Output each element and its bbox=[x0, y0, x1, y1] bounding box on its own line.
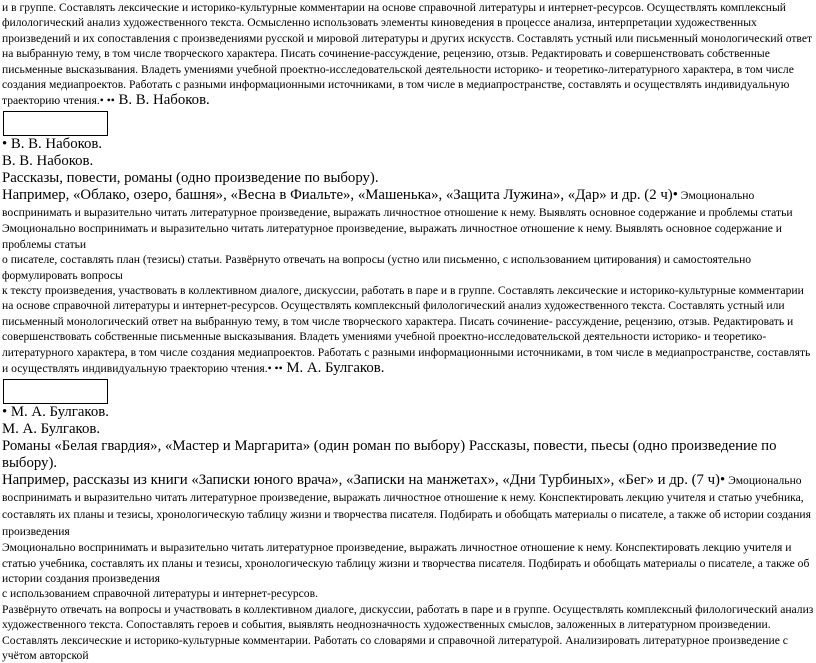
questions-text: к тексту произведения, участвовать в коллективном диалоге, дискуссии, работать в паре и в группе. Составлять лексические и историко-культурные комментарии на основе справочной литературы и интернет-ресурсов. Осуществлять комплексный филологический анализ художественного текста. Составлять устный или письменный монологический ответ на выбранную тему, в том числе творческого характера. Писать сочинение- рассуждение, рецензию, отзыв. Редактировать и совершенствовать собственные письменные высказывания. Владеть умениями учебной проектно-исследовательской деятельности историко- и теоретико-литературного характера, в том числе создания медиапроектов. Работать с разными информационными источниками, в том числе в медиапространстве, составлять и осуществлять индивидуальную траекторию чтения. bbox=[2, 284, 811, 376]
empty-box bbox=[3, 379, 108, 404]
paragraph-nabokov-activities bbox=[2, 0, 814, 109]
paragraph-perception: Эмоционально воспринимать и выразительно читать литературное произведение, выражать личностное отношение к нему. Выявлять основное содержание и проблемы статьи bbox=[2, 222, 782, 251]
nabokov-works-heading: Рассказы, повести, романы (одно произведение по выбору). bbox=[2, 170, 379, 187]
author-nabokov-inline: В. В. Набоков. bbox=[114, 92, 210, 109]
bulgakov-examples-text: Например, рассказы из книги «Записки юного врача», «Записки на манжетах», «Дни Турбиных», «Бег» и др. (7 ч) bbox=[2, 472, 720, 489]
bulgakov-works-heading: Романы «Белая гвардия», «Мастер и Маргарита» (один роман по выбору) Рассказы, повести, пьесы (одно произведение по выбору). bbox=[2, 438, 777, 472]
bullet-marks: • •• bbox=[99, 94, 115, 108]
paragraph-sources: с использованием справочной литературы и интернет-ресурсов. bbox=[2, 587, 318, 601]
paragraph-analysis: Развёрнуто отвечать на вопросы и участвовать в коллективном диалоге, дискуссии, работать в паре и в группе. Осуществлять комплексный филологический анализ художественного текста. Сопоставлять героев и события, выявлять неоднозначность художественных смыслов, заложенных в литературном произведении. Составлять лексические и историко-культурные комментарии. Работать со словарями и справочной литературой. Анализировать литературное произведение с учётом авторской bbox=[2, 602, 814, 662]
bulgakov-examples bbox=[2, 472, 814, 540]
nabokov-examples-text: Например, «Облако, озеро, башня», «Весна в Фиальте», «Машенька», «Защита Лужина», «Дар» и др. (2 ч) bbox=[2, 187, 673, 204]
paragraph-text-questions bbox=[2, 283, 814, 377]
author-bulgakov: М. А. Булгаков. bbox=[2, 421, 101, 438]
empty-box bbox=[3, 111, 108, 136]
bullet-mark: • bbox=[719, 472, 726, 489]
paragraph-lecture-notes: Эмоционально воспринимать и выразительно читать литературное произведение, выражать личностное отношение к нему. Конспектировать лекцию учителя и статью учебника, составлять их планы и тезисы, хронологическую таблицу жизни и творчества писателя. Подбирать и обобщать материалы о писателе, а также об истории создания произведения bbox=[2, 541, 810, 585]
author-bulgakov-bullet: • М. А. Булгаков. bbox=[2, 404, 109, 421]
author-bulgakov-inline: М. А. Булгаков. bbox=[282, 360, 385, 377]
paragraph-writer-plan: о писателе, составлять план (тезисы) статьи. Развёрнуто отвечать на вопросы (устно или письменно, с использованием цитирования) и самостоятельно формулировать вопросы bbox=[2, 253, 752, 282]
bulgakov-activity-inline: Эмоционально воспринимать и выразительно читать литературное произведение, выражать личностное отношение к нему. Конспектировать лекцию учителя и статью учебника, составлять их планы и тезисы, хронологическую таблицу жизни и творчества писателя. Подбирать и обобщать материалы о писателе, а также об истории создания произведения bbox=[2, 474, 811, 539]
activities-text: и в группе. Составлять лексические и историко-культурные комментарии на основе справочной литературы и интернет-ресурсов. Осуществлять комплексный филологический анализ художественного текста. Осмысленно использовать элементы киноведения в процессе анализа, интерпретации художественных произведений и их сопоставления с произведениями русской и мировой литературы и других искусств. Составлять устный или письменный монологический ответ на выбранную тему, в том числе творческого характера. Писать сочинение-рассуждение, рецензию, отзыв. Редактировать и совершенствовать собственные письменные высказывания. Владеть умениями учебной проектно-исследовательской деятельности историко- и теоретико-литературного характера, в том числе создания медиапроектов. Работать с разными информационными источниками, в том числе в медиапространстве, составлять и осуществлять индивидуальную траекторию чтения. bbox=[2, 1, 813, 108]
nabokov-examples bbox=[2, 187, 814, 221]
bullet-mark: • bbox=[672, 187, 678, 204]
author-nabokov: В. В. Набоков. bbox=[2, 153, 94, 170]
nabokov-activity-inline: Эмоционально воспринимать и выразительно читать литературное произведение, выражать личностное отношение к нему. Выявлять основное содержание и проблемы статьи bbox=[2, 189, 793, 220]
author-nabokov-bullet: • В. В. Набоков. bbox=[2, 136, 103, 153]
bullet-marks: • •• bbox=[267, 362, 283, 376]
